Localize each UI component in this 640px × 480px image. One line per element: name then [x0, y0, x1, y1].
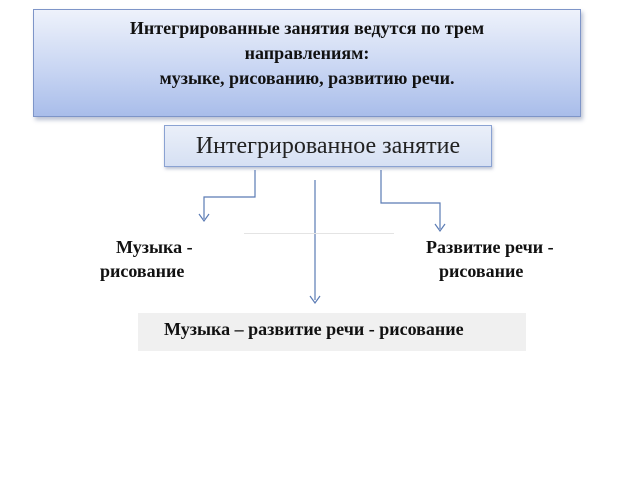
- node-combined: Музыка – развитие речи - рисование: [138, 313, 526, 351]
- central-node: Интегрированное занятие: [164, 125, 492, 167]
- node-left-line-1: Музыка -: [116, 237, 193, 257]
- node-left-line-2: рисование: [100, 261, 185, 281]
- header-line-2: направлениям:: [244, 43, 370, 63]
- node-music-drawing: [100, 235, 193, 283]
- connector-right: [381, 170, 440, 229]
- connector-left: [204, 170, 255, 219]
- node-right-line-1: Развитие речи -: [426, 237, 554, 257]
- header-line-3: музыке, рисованию, развитию речи.: [159, 68, 455, 88]
- divider-line: [244, 233, 394, 234]
- node-speech-drawing: [426, 235, 554, 283]
- header-line-1: Интегрированные занятия ведутся по трем: [129, 18, 485, 38]
- node-right-line-2: рисование: [439, 261, 524, 281]
